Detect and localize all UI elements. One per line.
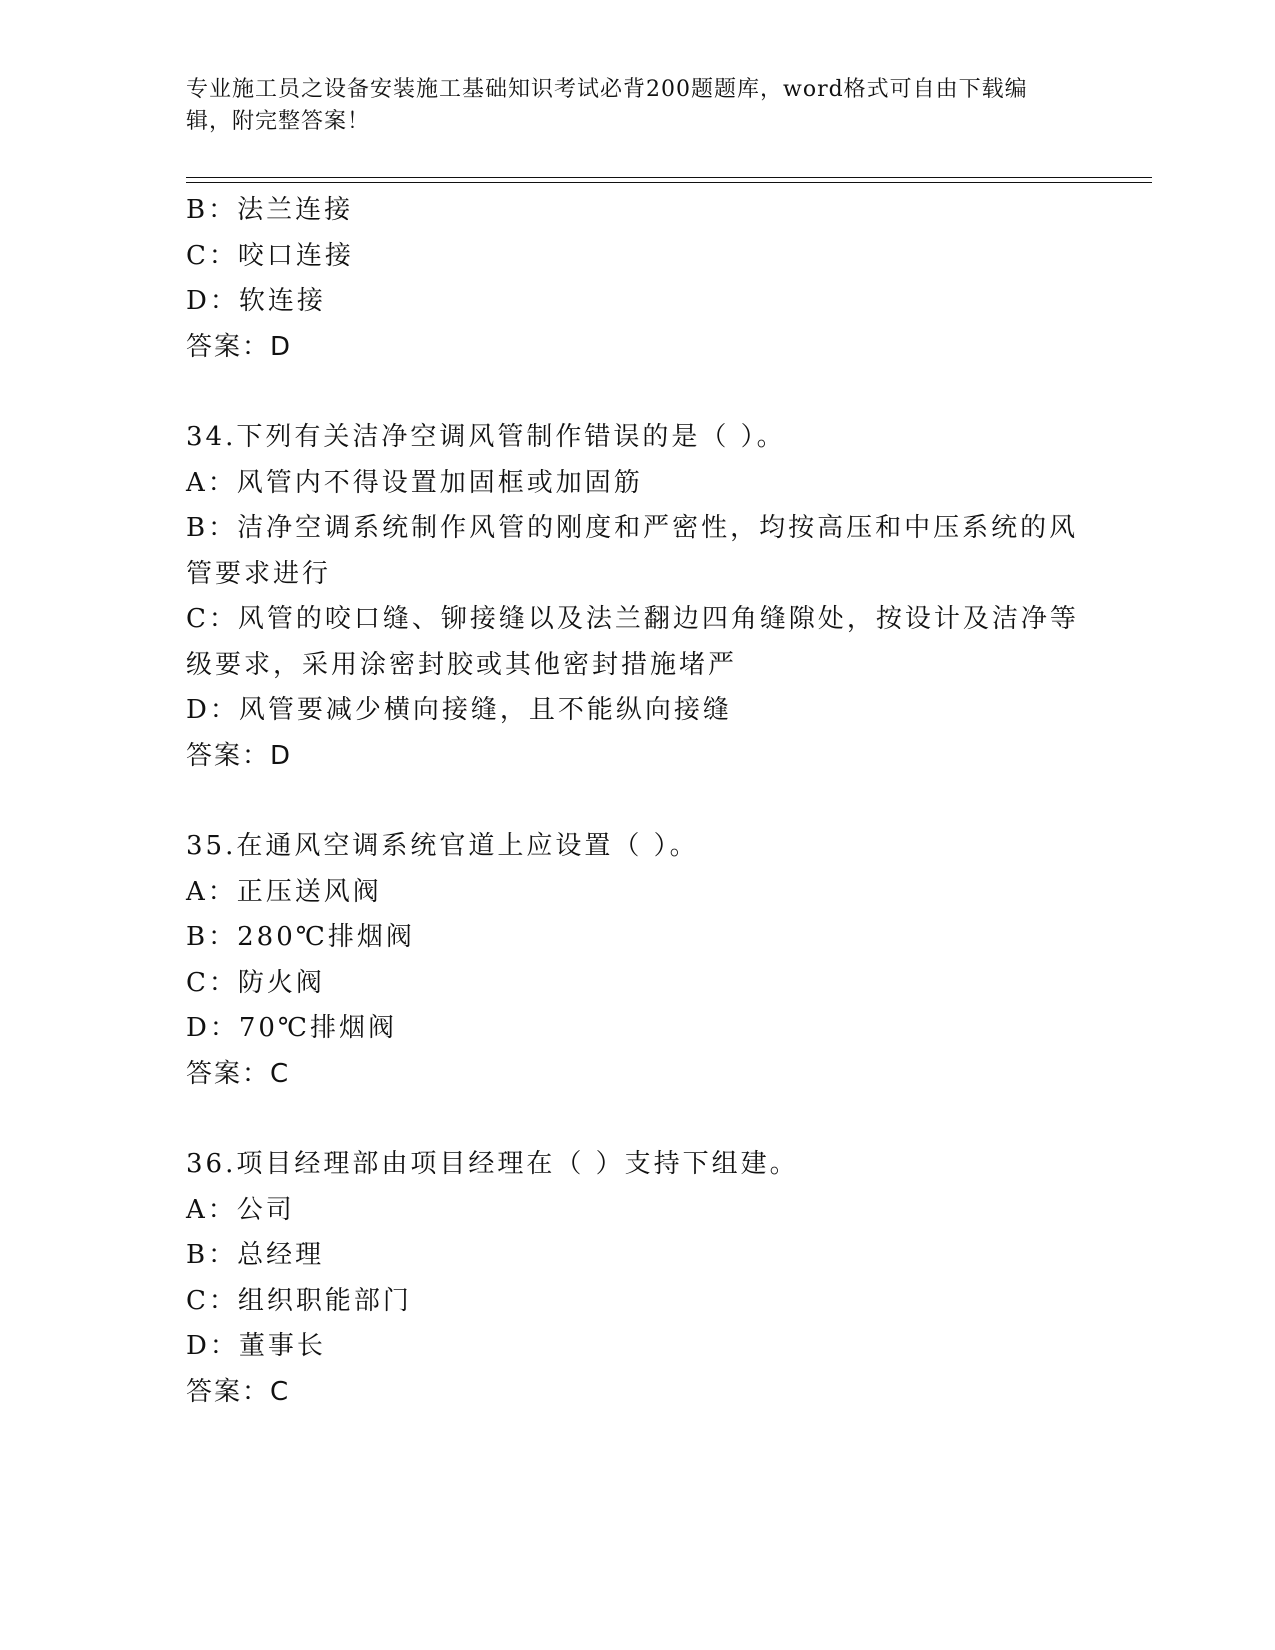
option-c: C：组织职能部门 xyxy=(186,1285,412,1316)
answer-line: 答案：D xyxy=(186,331,293,362)
option-d: D：风管要减少横向接缝，且不能纵向接缝 xyxy=(186,695,732,725)
option-b: B：法兰连接 xyxy=(186,195,354,225)
answer-line: 答案：C xyxy=(186,1376,291,1407)
question-36 xyxy=(186,1142,1086,1415)
question-35 xyxy=(186,824,1086,1097)
option-d: D：软连接 xyxy=(186,286,326,316)
option-a: A：风管内不得设置加固框或加固筋 xyxy=(186,467,643,498)
question-stem: 36.项目经理部由项目经理在（ ）支持下组建。 xyxy=(186,1149,799,1179)
option-a: A：正压送风阀 xyxy=(186,876,382,907)
question-stem: 34.下列有关洁净空调风管制作错误的是（ ）。 xyxy=(186,422,786,452)
question-34 xyxy=(186,415,1086,779)
option-c: C：咬口连接 xyxy=(186,240,354,271)
option-b: B：总经理 xyxy=(186,1240,325,1270)
answer-line: 答案：C xyxy=(186,1058,291,1089)
document-header: 专业施工员之设备安装施工基础知识考试必背200题题库，word格式可自由下载编辑，附完整答案！ xyxy=(186,77,1028,134)
header-rule-bottom xyxy=(186,182,1152,183)
spacer xyxy=(186,779,1086,824)
question-continuation xyxy=(186,188,1086,370)
option-b: B：280℃排烟阀 xyxy=(186,922,415,952)
option-a: A：公司 xyxy=(186,1194,295,1225)
spacer xyxy=(186,370,1086,415)
header-rule-top xyxy=(186,177,1152,178)
option-d: D：董事长 xyxy=(186,1331,326,1361)
spacer xyxy=(186,1097,1086,1142)
option-d: D：70℃排烟阀 xyxy=(186,1013,398,1043)
question-stem: 35.在通风空调系统官道上应设置（ ）。 xyxy=(186,831,699,861)
question-list xyxy=(186,188,1086,1415)
answer-line: 答案：D xyxy=(186,740,293,771)
option-b: B：洁净空调系统制作风管的刚度和严密性，均按高压和中压系统的风管要求进行 xyxy=(186,513,1079,589)
option-c: C：防火阀 xyxy=(186,967,325,998)
option-c: C：风管的咬口缝、铆接缝以及法兰翻边四角缝隙处，按设计及洁净等级要求，采用涂密封胶或其他密封措施堵严 xyxy=(186,604,1079,680)
